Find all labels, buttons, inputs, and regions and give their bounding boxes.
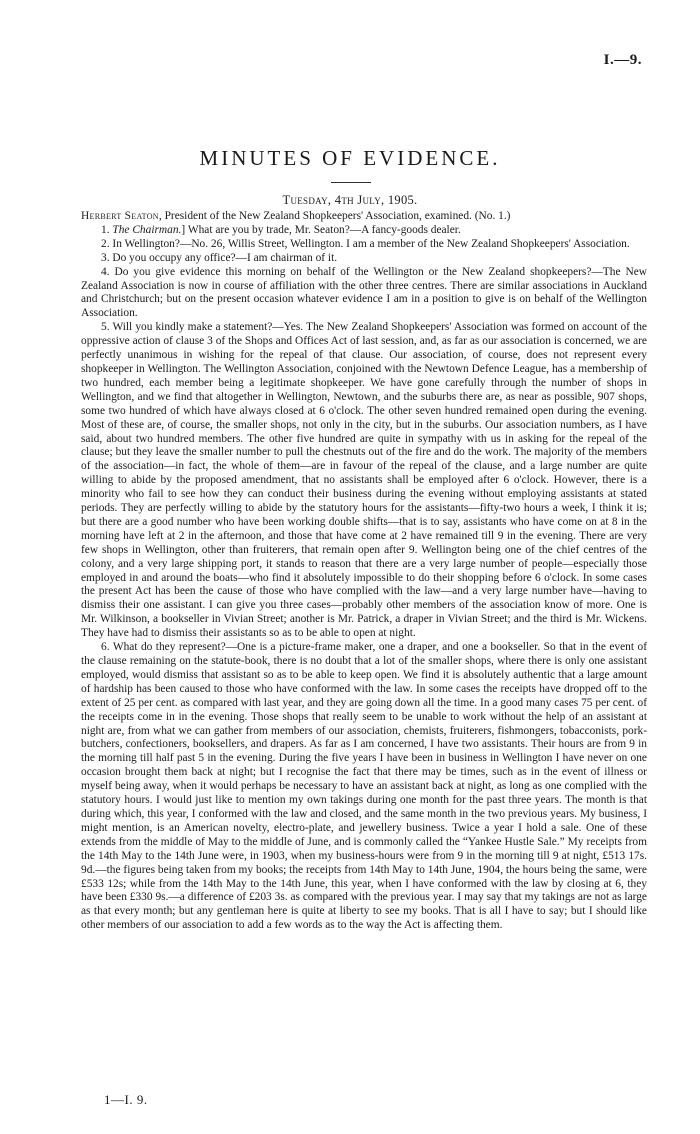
- question-paragraph: [81, 641, 647, 933]
- question-number: 1.: [101, 223, 110, 236]
- document-title: MINUTES OF EVIDENCE.: [199, 146, 501, 170]
- question-paragraph: [81, 224, 647, 238]
- question-text: Do you occupy any office?—I am chairman of it.: [112, 251, 338, 264]
- question-number: 4.: [101, 265, 110, 278]
- question-number: 6.: [101, 641, 110, 654]
- session-date: [0, 193, 700, 208]
- question-text: Do you give evidence this morning on behalf of the Wellington or the New Zealand shopkeepers?—The New Zealand Association is now in course of affiliation with the other three centres. There are similar associations in Auckland and Christchurch; but on the present occasion whatever evidence I am in a position to give is on behalf of the Wellington Association.: [81, 265, 647, 320]
- witness-description: , President of the New Zealand Shopkeepers' Association, examined.: [158, 210, 472, 222]
- page-identifier: I.—9.: [603, 52, 642, 68]
- session-date-text: Tuesday, 4th July, 1905.: [282, 193, 418, 207]
- question-number: 3.: [101, 251, 110, 264]
- question-paragraph: [81, 238, 647, 252]
- question-number: 5.: [101, 321, 110, 334]
- witness-intro: [81, 210, 647, 224]
- sheet-signature: 1—I. 9.: [104, 1092, 148, 1107]
- speaker-label: The Chairman.: [112, 223, 182, 236]
- question-paragraph: [81, 321, 647, 641]
- question-paragraph: [81, 266, 647, 322]
- witness-name: Herbert Seaton: [81, 210, 159, 222]
- question-text: ] What are you by trade, Mr. Seaton?—A fancy-goods dealer.: [181, 223, 461, 236]
- question-text: Will you kindly make a statement?—Yes. The New Zealand Shopkeepers' Association was formed on account of the oppressive action of clause 3 of the Shops and Offices Act of last session, and, as far as our association is concerned, we are perfectly unanimous in wishing for the repeal of that clause. Our association, of course, does not represent every shopkeeper in Wellington. The Wellington Association, conjoined with the Newtown Defence League, has a membership of two hundred, each member being a legitimate shopkeeper. We have gone carefully through the number of shops in Wellington, and we find that altogether in Wellington, Newtown, and the suburbs there are, as near as possible, 907 shops, some two hundred of which have always closed at 6 o'clock. The other seven hundred remained open during the evening. Most of these are, of course, the smaller shops, not only in the city, but in the suburbs. Our association numbers, as I have said, about two hundred members. The other five hundred are quite in sympathy with us in asking for the repeal of the clause; but they leave the smaller number to pull the chestnuts out of the fire and do the work. The majority of the members of the association—in fact, the whole of them—are in favour of the repeal of the clause, and a large number are quite willing to abide by the proposed amendment, that no assistants shall be employed after 6 o'clock. However, there is a minority who fail to see how they can conduct their business during the evening without employing assistants at stated periods. They are perfectly willing to abide by the statutory hours for the assistants—fifty-two hours a week, I think it is; but there are a good number who have been working double shifts—that is to say, assistants who have come on at 8 in the morning have left at 2 in the afternoon, and those that have come at 2 have remained till 9 in the evening. There are very few shops in Wellington, other than fruiterers, that remain open after 9. Wellington being one of the chief centres of the colony, and a very large shipping port, it stands to reason that there are a very large number of people—especially those employed in and around the boats—who find it absolutely impossible to do their shopping before 6 o'clock. In some cases the present Act has been the cause of those who have complied with the law—and a very large number have—having to dismiss their one assistant. I can give you three cases—probably other members of the association know of more. One is Mr. Wilkinson, a bookseller in Vivian Street; another is Mr. Patrick, a draper in Vivian Street; and the third is Mr. Wickens. They have had to dismiss their assistants so as to be able to open at night.: [81, 321, 647, 640]
- question-text: In Wellington?—No. 26, Willis Street, Wellington. I am a member of the New Zealand Shopkeepers' Association.: [112, 237, 630, 250]
- question-text: What do they represent?—One is a picture-frame maker, one a draper, and one a bookseller. So that in the event of the clause remaining on the statute-book, there is no doubt that a lot of the smaller shops, where there is only one assistant employed, would dismiss that assistant so as to be able to keep open. We find it is absolutely authentic that a large amount of hardship has been caused to those who have conformed with the law. In some cases the receipts have dropped off to the extent of 25 per cent. as compared with last year, and they are going down all the time. In a good many cases 75 per cent. of the receipts come in in the evening. Those shops that really seem to be unable to work without the help of an assistant at night are, from what we can gather from members of our association, chemists, fruiterers, fishmongers, tobacconists, pork-butchers, confectioners, booksellers, and drapers. As far as I am concerned, I have two assistants. Their hours are from 9 in the morning till half past 5 in the evening. During the five years I have been in business in Wellington I have never on one occasion brought them back at night; but I recognise the fact that there may be times, such as in the event of illness or myself being away, when it would perhaps be necessary to have an assistant back at night, as long as one complied with the statutory hours. I would just like to mention my own takings during one month for the past three years. The month is that during which, this year, I conformed with the law and closed, and the same month in the two previous years. My business, I might mention, is an American novelty, electro-plate, and jewellery business. Twice a year I hold a sale. One of these extends from the middle of May to the middle of June, and is commonly called the “Yankee Hustle Sale.” My receipts from the 14th May to the 14th June were, in 1903, when my business-hours were from 9 in the morning till 9 at night, £513 17s. 9d.—the figures being taken from my books; the receipts from 14th May to 14th June, 1904, the hours being the same, were £533 12s; while from the 14th May to the 14th June, this year, when I have conformed with the law by closing at 6, they have been £330 9s.—a difference of £203 3s. as compared with the previous year. I may say that my takings are not as large as that every month; but any gentleman here is quite at liberty to see my books. That is all I have to say; but I should like other members of our association to add a few words as to the way the Act is affecting them.: [81, 641, 647, 932]
- evidence-body: [81, 210, 647, 933]
- question-paragraph: [81, 252, 647, 266]
- question-number: 2.: [101, 237, 110, 250]
- witness-number: (No. 1.): [474, 210, 511, 222]
- title-divider: [331, 182, 371, 183]
